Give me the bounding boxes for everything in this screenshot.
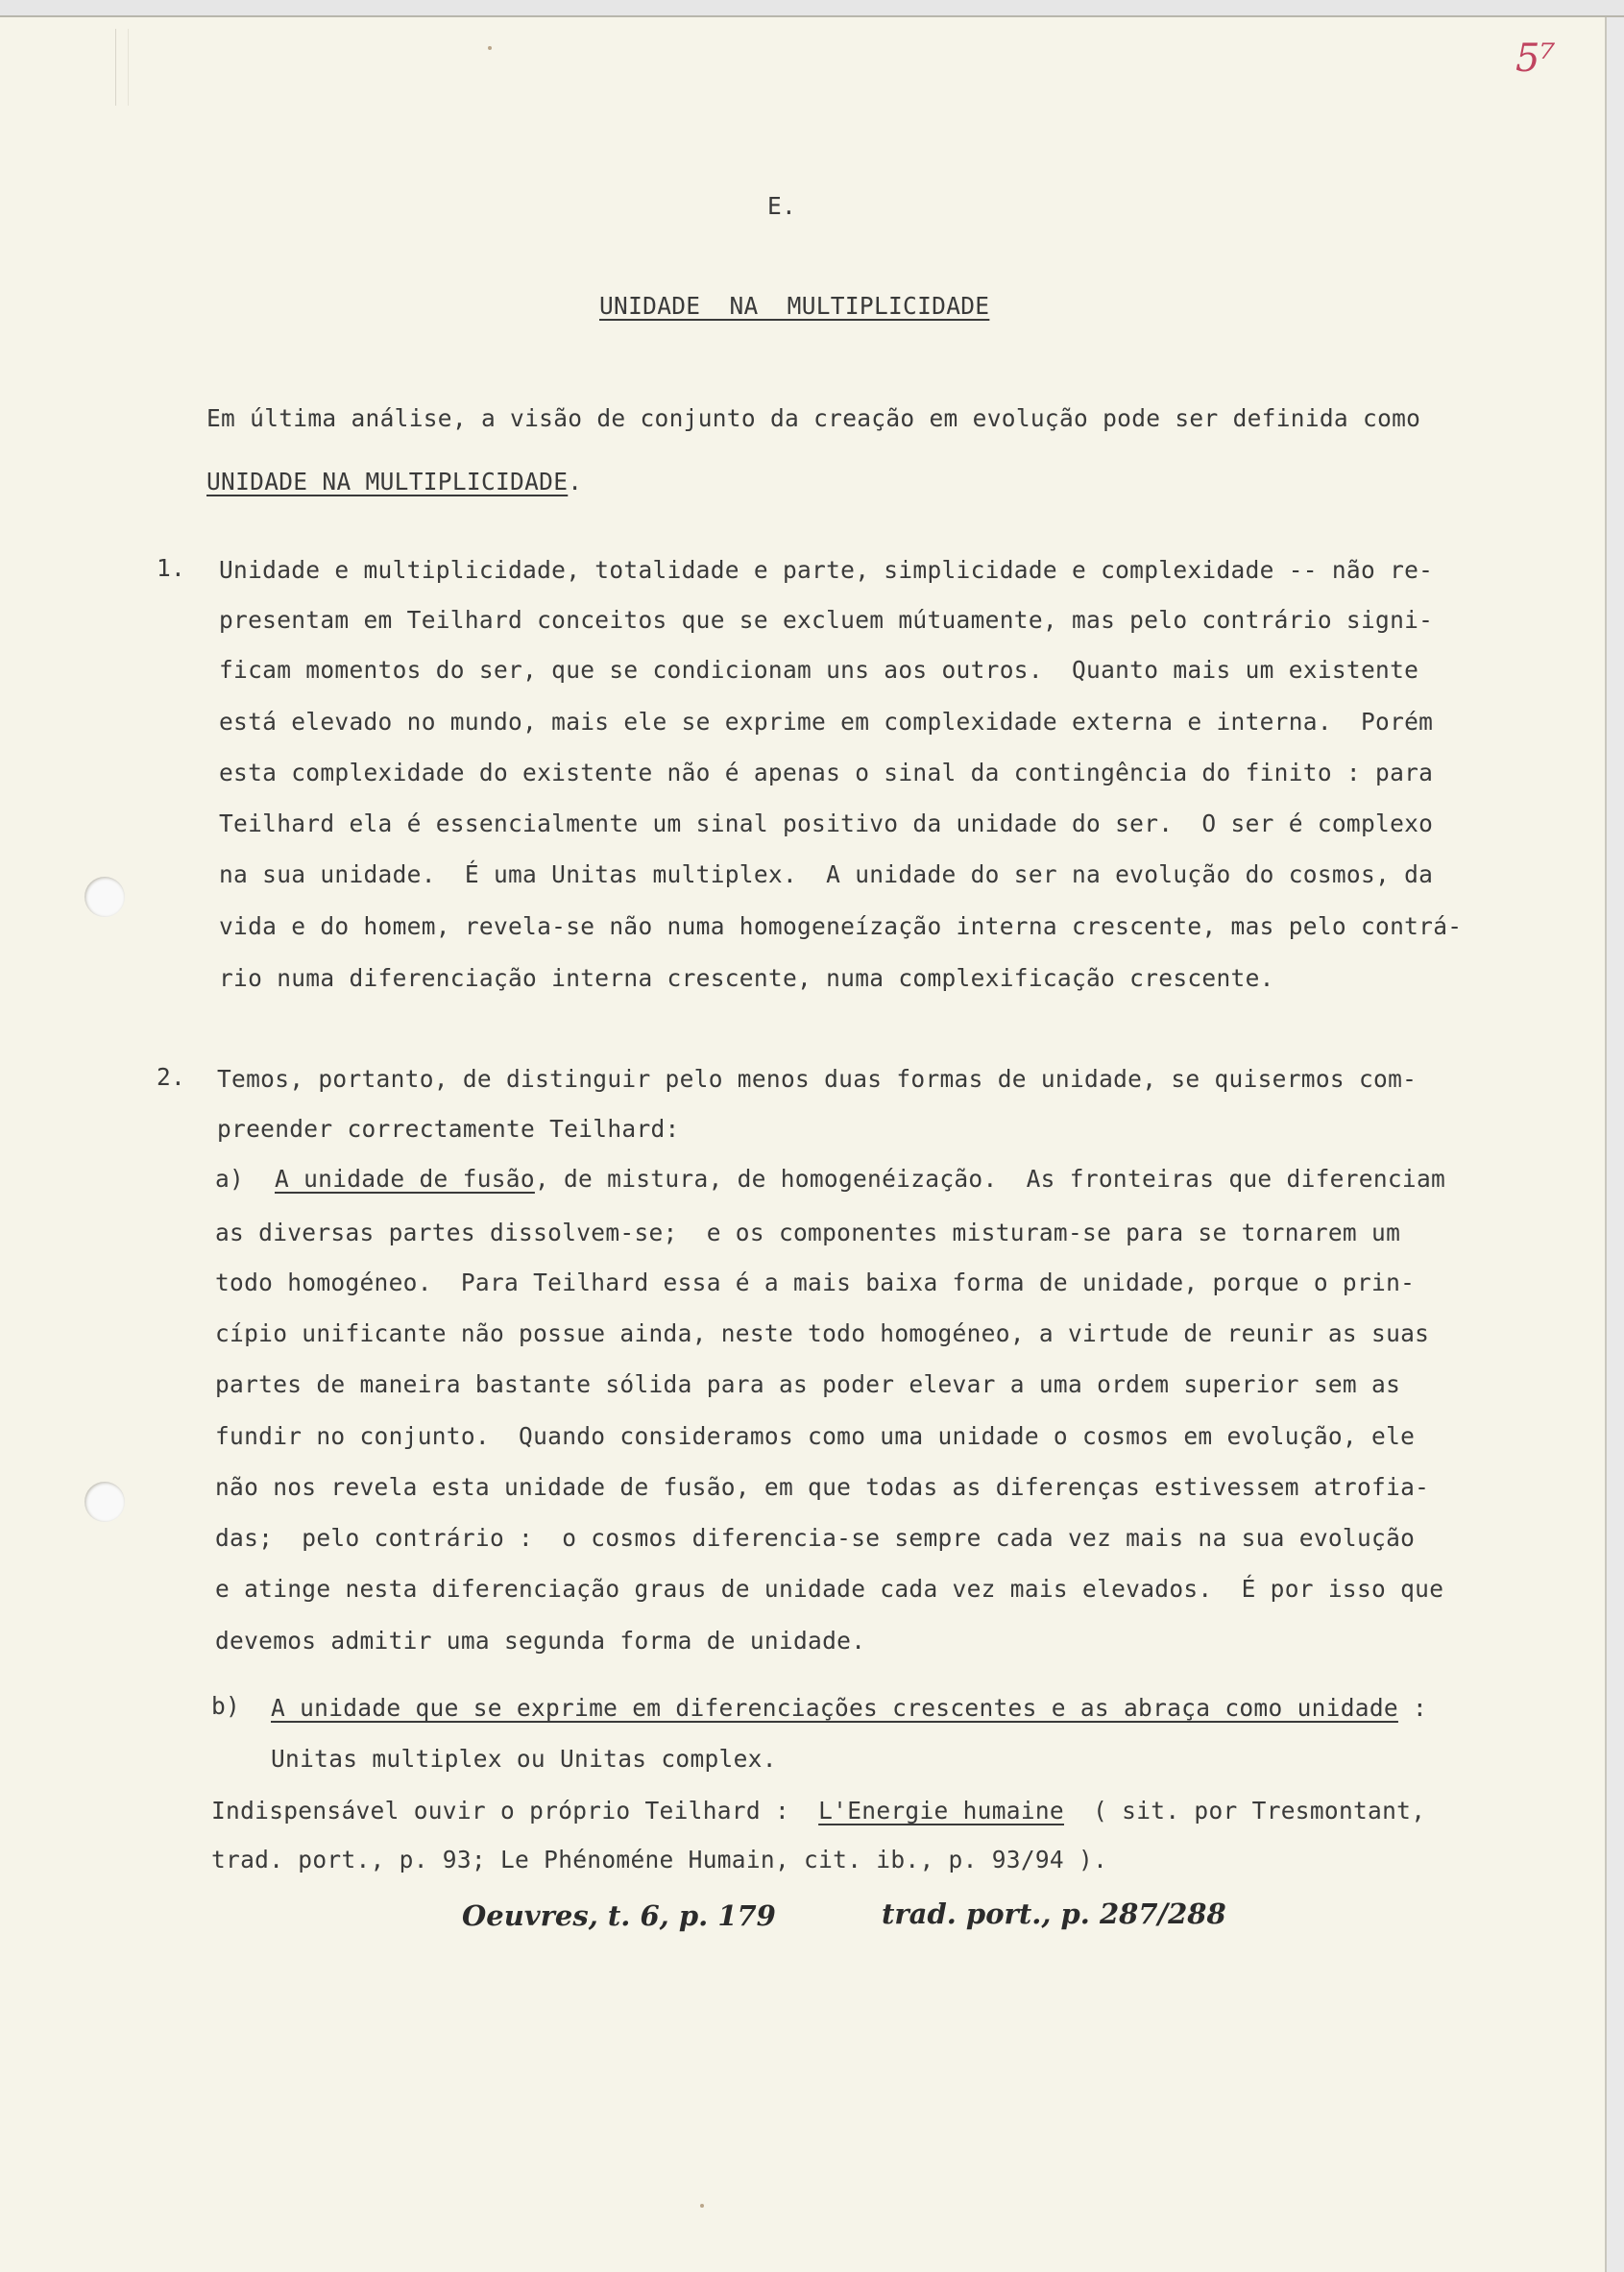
- item-2b-line-2: Unitas multiplex ou Unitas complex.: [271, 1745, 777, 1773]
- item-1-line: Unidade e multiplicidade, totalidade e parte, simplicidade e complexidade -- não re-: [219, 556, 1434, 584]
- item-2b-title: A unidade que se exprime em diferenciações crescentes e as abraça como unidade: [271, 1694, 1398, 1722]
- paper-speck: [700, 2204, 704, 2208]
- item-2a-title: A unidade de fusão: [275, 1165, 535, 1193]
- item-2b-end: :: [1397, 1694, 1428, 1722]
- item-1-line: ficam momentos do ser, que se condicionam uns aos outros. Quanto mais um existente: [219, 656, 1419, 684]
- closing-work-title: L'Energie humaine: [818, 1797, 1064, 1825]
- punch-hole-upper: [85, 877, 125, 917]
- item-2-number: 2.: [157, 1063, 186, 1091]
- section-letter: E.: [767, 192, 797, 220]
- paper-speck: [488, 46, 492, 50]
- closing-prefix: Indispensável ouvir o próprio Teilhard :: [211, 1797, 819, 1825]
- punch-hole-lower: [85, 1482, 125, 1522]
- item-1-line: rio numa diferenciação interna crescente, numa complexificação crescente.: [219, 964, 1274, 992]
- intro-period: .: [568, 468, 583, 495]
- item-2a-first-rest: , de mistura, de homogenéização. As fronteiras que diferenciam: [534, 1165, 1446, 1193]
- scan-right-edge-line: [1605, 17, 1607, 2272]
- item-2a-line: não nos revela esta unidade de fusão, em que todas as diferenças estivessem atrofia-: [215, 1473, 1430, 1501]
- item-2a-label: a): [215, 1165, 245, 1193]
- intro-line-2: [206, 468, 583, 495]
- item-2a-line: todo homogéneo. Para Teilhard essa é a mais baixa forma de unidade, porque o prin-: [215, 1269, 1416, 1296]
- paper-fold-mark: [115, 29, 129, 106]
- item-2a-line: partes de maneira bastante sólida para as poder elevar a uma ordem superior sem as: [215, 1370, 1401, 1398]
- intro-emphasis: UNIDADE NA MULTIPLICIDADE: [206, 468, 569, 495]
- item-2b-label: b): [211, 1692, 241, 1720]
- item-2a-first-line: [275, 1165, 1446, 1193]
- item-2a-line: e atinge nesta diferenciação graus de unidade cada vez mais elevados. É por isso que: [215, 1575, 1444, 1603]
- scan-right-edge: [1607, 17, 1624, 2272]
- item-1-line: Teilhard ela é essencialmente um sinal positivo da unidade do ser. O ser é complexo: [219, 810, 1434, 837]
- page-number: 5⁷: [1515, 36, 1556, 81]
- item-1-line: na sua unidade. É uma Unitas multiplex. A unidade do ser na evolução do cosmos, da: [219, 860, 1434, 888]
- closing-suffix: ( sit. por Tresmontant,: [1063, 1797, 1426, 1825]
- item-2-line: preender correctamente Teilhard:: [217, 1115, 680, 1143]
- handwritten-note-oeuvres: Oeuvres, t. 6, p. 179: [462, 1899, 776, 1932]
- item-2a-line: as diversas partes dissolvem-se; e os componentes misturam-se para se tornarem um: [215, 1219, 1401, 1246]
- item-2a-line: fundir no conjunto. Quando consideramos como uma unidade o cosmos em evolução, ele: [215, 1422, 1416, 1450]
- item-2a-line: das; pelo contrário : o cosmos diferencia-se sempre cada vez mais na sua evolução: [215, 1524, 1416, 1552]
- item-2-line: Temos, portanto, de distinguir pelo menos duas formas de unidade, se quisermos com-: [217, 1065, 1418, 1093]
- section-title: UNIDADE NA MULTIPLICIDADE: [599, 292, 990, 320]
- item-1-number: 1.: [157, 554, 186, 582]
- item-2b-first-line: [271, 1694, 1428, 1722]
- closing-line-1: [211, 1797, 1426, 1825]
- item-2a-line: cípio unificante não possue ainda, neste todo homogéneo, a virtude de reunir as suas: [215, 1319, 1430, 1347]
- item-1-line: presentam em Teilhard conceitos que se excluem mútuamente, mas pelo contrário signi-: [219, 606, 1434, 634]
- handwritten-note-trad: trad. port., p. 287/288: [882, 1897, 1226, 1930]
- item-1-line: está elevado no mundo, mais ele se exprime em complexidade externa e interna. Porém: [219, 708, 1434, 736]
- scan-top-edge-line: [0, 15, 1624, 17]
- item-1-line: esta complexidade do existente não é apenas o sinal da contingência do finito : para: [219, 759, 1434, 786]
- item-1-line: vida e do homem, revela-se não numa homogeneízação interna crescente, mas pelo contrá-: [219, 912, 1463, 940]
- intro-line-1: Em última análise, a visão de conjunto da creação em evolução pode ser definida como: [206, 404, 1421, 432]
- closing-line-2: trad. port., p. 93; Le Phénoméne Humain, cit. ib., p. 93/94 ).: [211, 1846, 1108, 1873]
- item-2a-line: devemos admitir uma segunda forma de unidade.: [215, 1627, 866, 1655]
